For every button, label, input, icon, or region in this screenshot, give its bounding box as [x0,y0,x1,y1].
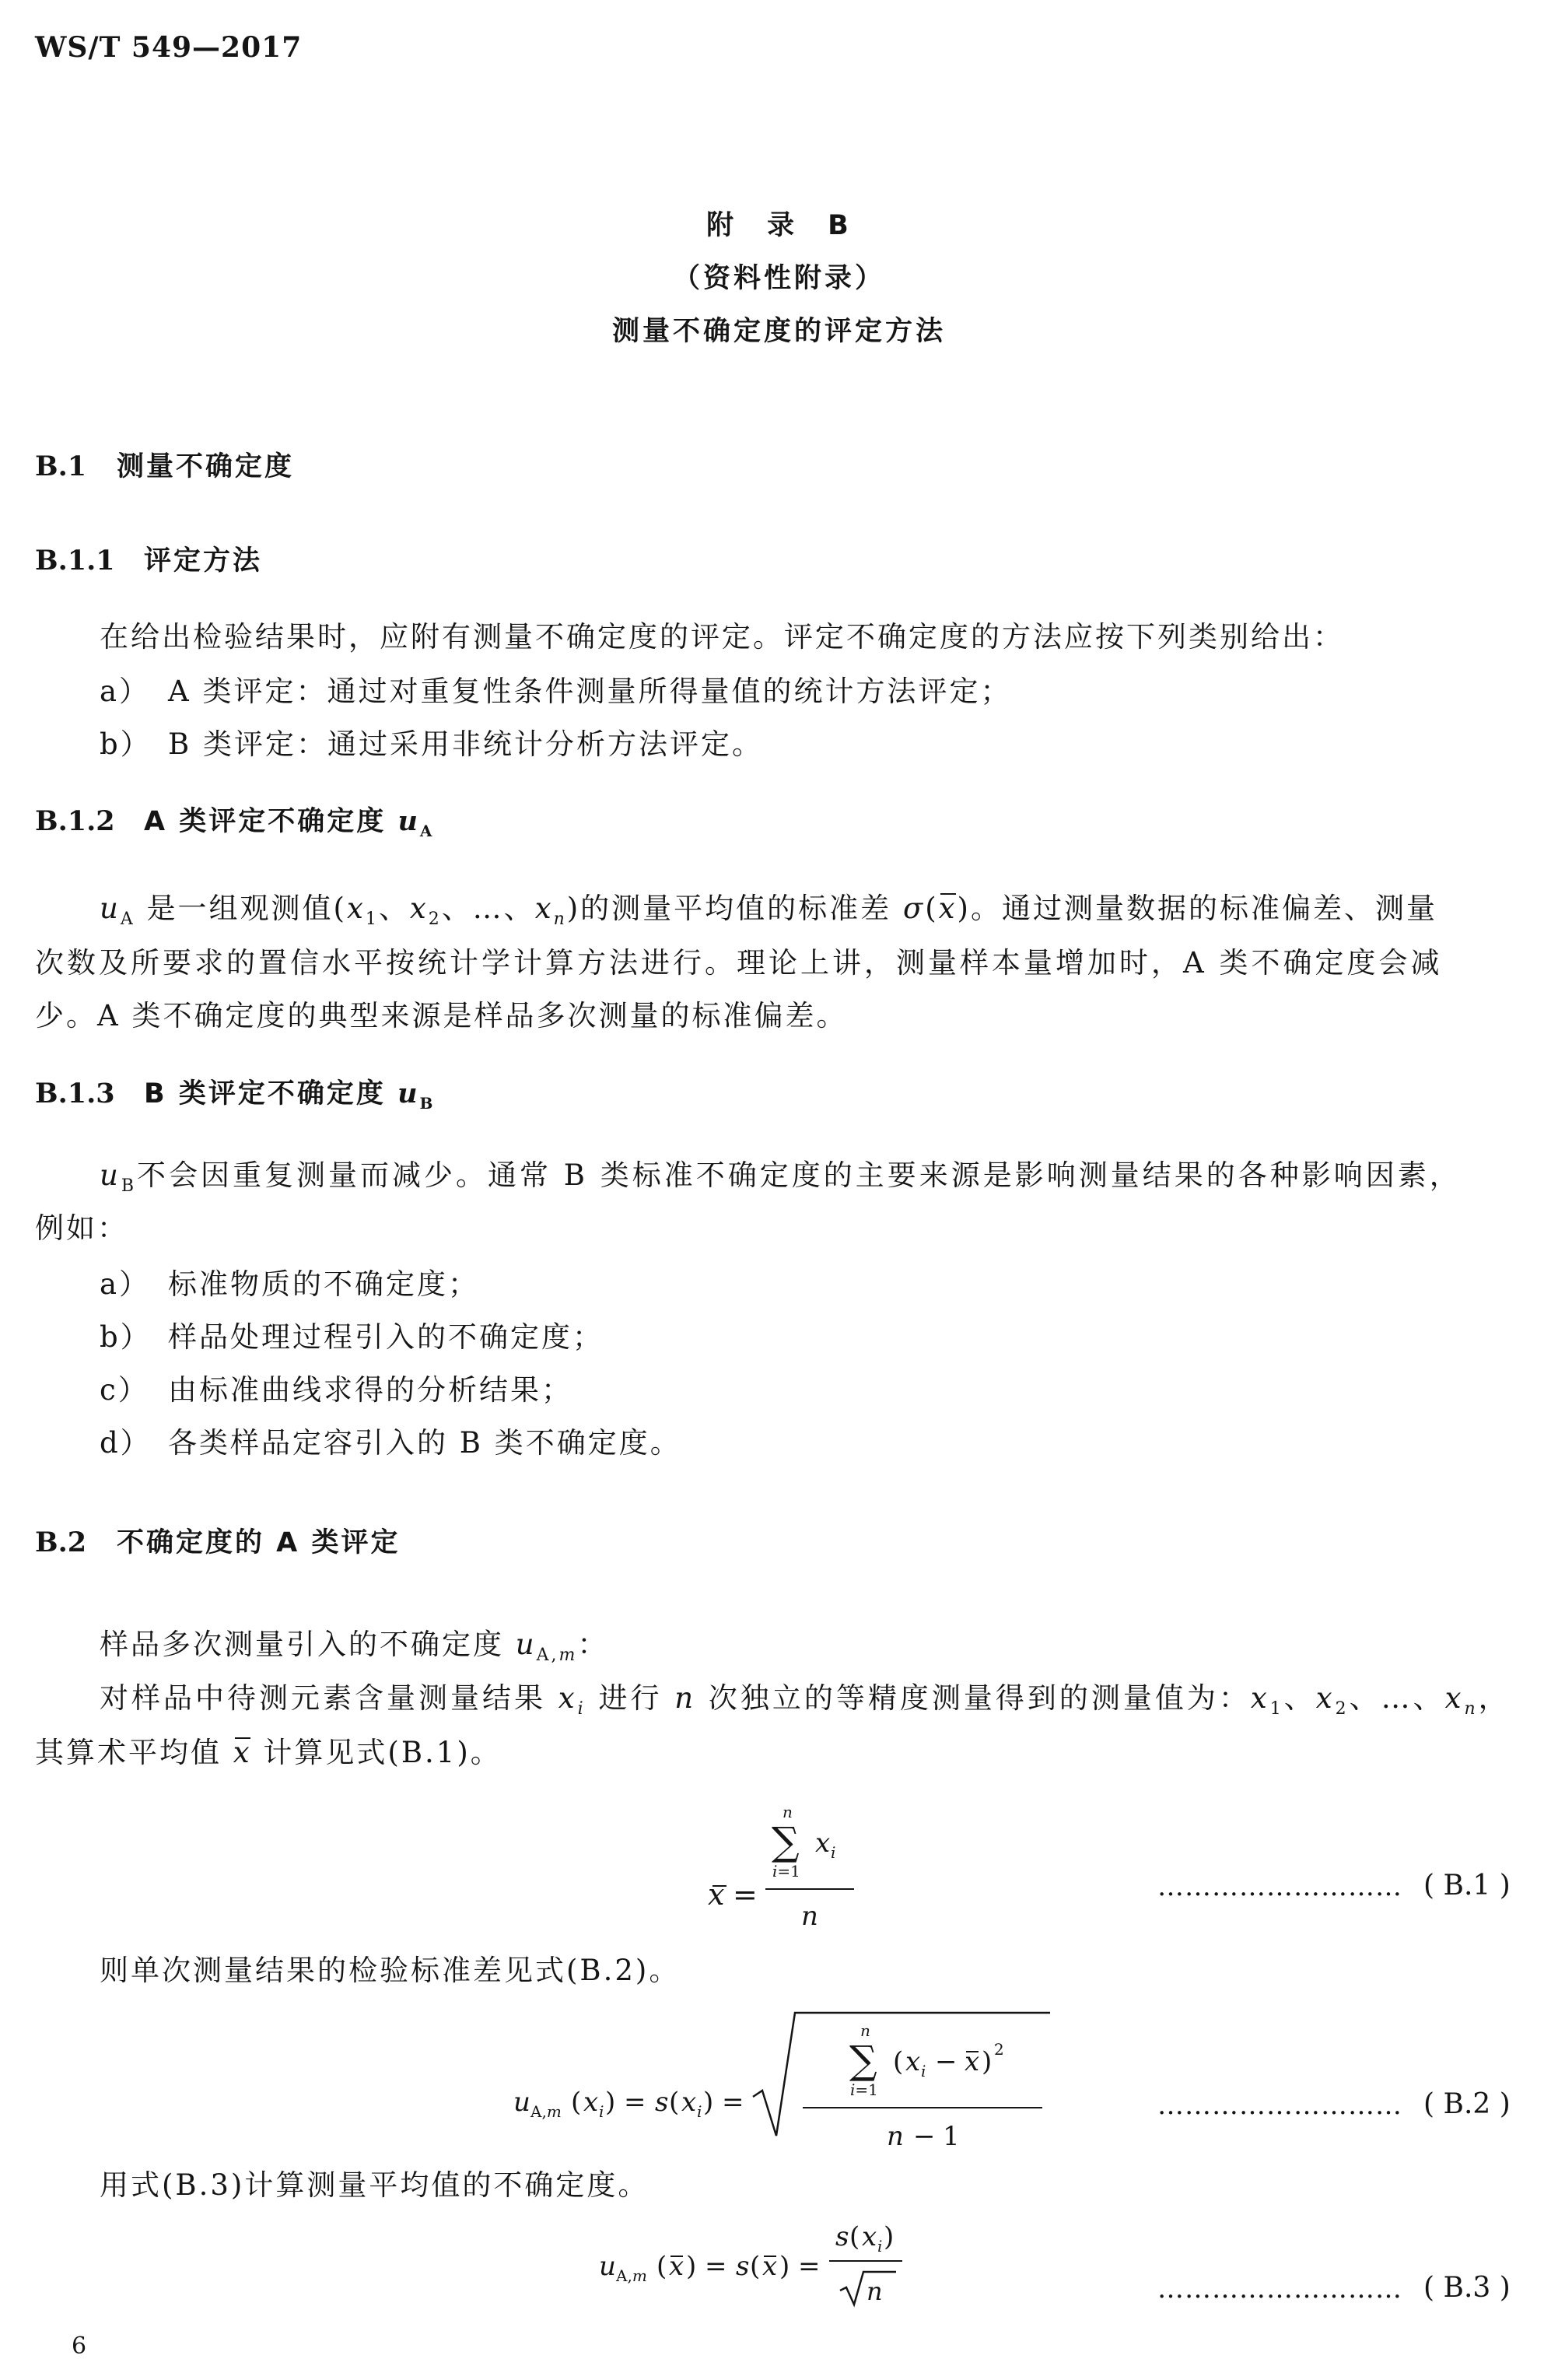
svg-text:i: i [831,1843,836,1862]
svg-text:i: i [697,2102,702,2121]
equation-b1-number: ( B.1 ) [1423,1870,1511,1902]
svg-text:(: ( [571,2087,582,2118]
appendix-type: （资料性附录） [672,263,885,294]
list-text: A 类评定：通过对重复性条件测量所得量值的统计方法评定； [168,675,1012,708]
svg-text:=: = [798,2251,821,2282]
text: 计算见式(B.1)。 [251,1736,502,1769]
svg-text:u: u [513,2087,530,2118]
list-label: a） [100,675,151,708]
symbol-u: u [100,1158,121,1192]
section-b2-heading [35,1521,400,1560]
list-label: a） [100,1267,151,1301]
text: 对样品中待测元素含量测量结果 [100,1681,558,1715]
section-b12-heading [35,800,434,840]
equation-b3-formula [591,2210,996,2311]
svg-text:s: s [835,2221,849,2252]
svg-text:x: x [708,1877,725,1912]
text: 是一组观测值( [135,892,347,925]
b12-para-line-3: 少。A 类不确定度的典型来源是样品多次测量的标准偏差。 [35,999,848,1032]
svg-text:): ) [686,2251,697,2282]
svg-text:i: i [921,2062,926,2080]
list-text: 样品处理过程引入的不确定度； [168,1320,604,1354]
text: 不会因重复测量而减少。通常 B 类标准不确定度的主要来源是影响测量结果的各种影响因素， [137,1158,1462,1192]
svg-text:x: x [669,2251,684,2282]
standard-code-header: WS/T 549—2017 [35,31,303,64]
section-title-symbol: u [397,1078,420,1109]
equation-b2-leader: ……………………… [1157,2090,1402,2121]
text: 次独立的等精度测量得到的测量值为： [696,1681,1251,1715]
svg-text:): ) [982,2046,993,2077]
list-text: 标准物质的不确定度； [168,1267,479,1301]
svg-text:): ) [605,2087,616,2118]
svg-text:x: x [583,2087,599,2118]
list-item [100,1313,604,1355]
svg-text:(: ( [750,2251,761,2282]
b2-line-2: 对样品中待测元素含量测量结果 $x_i$ 进行 n 次独立的等精度测量得到的测量值为：$x_1$、$x_2$、…、$x_n$， [100,1681,1511,1719]
section-title-subscript: B [419,1094,436,1113]
svg-text:(: ( [893,2046,904,2077]
list-item [100,668,1011,710]
text: )的测量平均值的标准差 [566,892,903,925]
section-title-subscript: A [419,822,435,840]
section-title: A 类评定不确定度 [144,806,398,837]
b2-line-4: 则单次测量结果的检验标准差见式(B.2)。 [100,1954,681,1987]
svg-text:=: = [624,2087,646,2118]
section-number: B.1.3 [35,1078,115,1109]
list-text: 各类样品定容引入的 B 类不确定度。 [168,1426,681,1460]
equation-b3-leader: ……………………… [1157,2273,1402,2305]
list-item [100,1419,681,1461]
b2-line-5: 用式(B.3)计算测量平均值的不确定度。 [100,2168,649,2202]
list-item [100,1260,479,1302]
svg-text:x: x [681,2087,697,2118]
equation-b1-leader: ……………………… [1157,1871,1402,1902]
svg-text:A,m: A,m [616,2266,647,2285]
svg-text:s: s [736,2251,750,2282]
svg-text:∑: ∑ [772,1819,800,1864]
svg-text:=: = [722,2087,744,2118]
svg-text:i: i [877,2237,883,2256]
svg-text:i: i [599,2102,604,2121]
section-number: B.2 [35,1526,87,1558]
section-title-symbol: u [397,805,420,837]
equation-b3-number: ( B.3 ) [1423,2272,1511,2304]
list-item [100,1366,572,1408]
svg-text:n: n [887,2121,904,2152]
appendix-title: 测量不确定度的评定方法 [611,316,946,347]
text: 。通过测量数据的标准偏差、测量 [970,892,1437,925]
svg-text:u: u [599,2251,616,2282]
b13-para-line-1 [100,1151,1462,1196]
svg-text:1: 1 [943,2121,960,2152]
b12-para-line-2: 次数及所要求的置信水平按统计学计算方法进行。理论上讲，测量样本量增加时，A 类不确定度会减 [35,946,1443,980]
svg-text:n: n [867,2277,883,2306]
equation-b2-number: ( B.2 ) [1423,2088,1511,2120]
list-label: c） [100,1373,149,1407]
svg-text:n: n [801,1901,818,1932]
svg-text:): ) [703,2087,714,2118]
svg-text:x: x [815,1828,831,1859]
symbol-subscript: B [121,1176,138,1196]
list-label: d） [100,1426,152,1460]
equation-b1-formula [684,1789,887,1937]
list-text: 由标准曲线求得的分析结果； [168,1373,572,1407]
svg-text:=: = [733,1877,758,1912]
svg-text:n: n [860,2021,870,2040]
svg-text:): ) [779,2251,790,2282]
appendix-label: 附 录 B [706,210,852,241]
svg-text:x: x [762,2251,778,2282]
b2-line-3: 其算术平均值 x 计算见式(B.1)。 [35,1736,502,1769]
svg-text:n: n [783,1803,793,1821]
svg-text:s: s [655,2087,669,2118]
section-b1-heading [35,445,294,484]
b11-intro: 在给出检验结果时，应附有测量不确定度的评定。评定不确定度的方法应按下列类别给出： [100,620,1344,654]
svg-text:x: x [965,2046,980,2077]
section-title: B 类评定不确定度 [144,1078,398,1109]
b12-para-line-1: $u_A$ 是一组观测值($x_1$、$x_2$、…、$x_n$)的测量平均值的标准差 σ(x)。通过测量数据的标准偏差、测量 [100,892,1437,929]
list-label: b） [100,727,152,761]
svg-text:x: x [862,2221,877,2252]
equation-b2-formula [506,2003,1066,2159]
svg-text:−: − [913,2121,936,2152]
section-number: B.1 [35,450,87,482]
section-number: B.1.2 [35,805,115,837]
section-b11-heading [35,539,262,578]
svg-text:∑: ∑ [849,2038,877,2083]
text: 其算术平均值 [35,1736,233,1769]
symbol-subscript: A [120,910,135,929]
svg-text:i=1: i=1 [772,1862,800,1881]
svg-text:i=1: i=1 [850,2080,878,2099]
svg-text:(: ( [656,2251,667,2282]
svg-text:): ) [884,2221,895,2252]
svg-text:(: ( [669,2087,680,2118]
svg-text:A,m: A,m [530,2102,562,2121]
section-number: B.1.1 [35,545,115,577]
list-item [100,720,763,762]
svg-text:2: 2 [994,2040,1004,2059]
text: 样品多次测量引入的不确定度 [100,1628,516,1661]
section-b13-heading [35,1072,435,1113]
symbol-u: u [100,892,121,925]
svg-text:x: x [905,2046,921,2077]
section-title: 测量不确定度 [117,451,295,482]
svg-text:=: = [705,2251,727,2282]
text: 进行 [586,1681,675,1715]
page-number: 6 [72,2333,87,2360]
b13-para-line-2: 例如： [35,1211,128,1245]
b2-line-1: 样品多次测量引入的不确定度 $u_{A,m}$： [100,1628,609,1665]
list-label: b） [100,1320,152,1354]
svg-text:−: − [935,2046,958,2077]
list-text: B 类评定：通过采用非统计分析方法评定。 [168,727,763,761]
section-title: 评定方法 [144,545,263,577]
section-title: 不确定度的 A 类评定 [117,1527,401,1558]
svg-text:(: ( [849,2221,860,2252]
